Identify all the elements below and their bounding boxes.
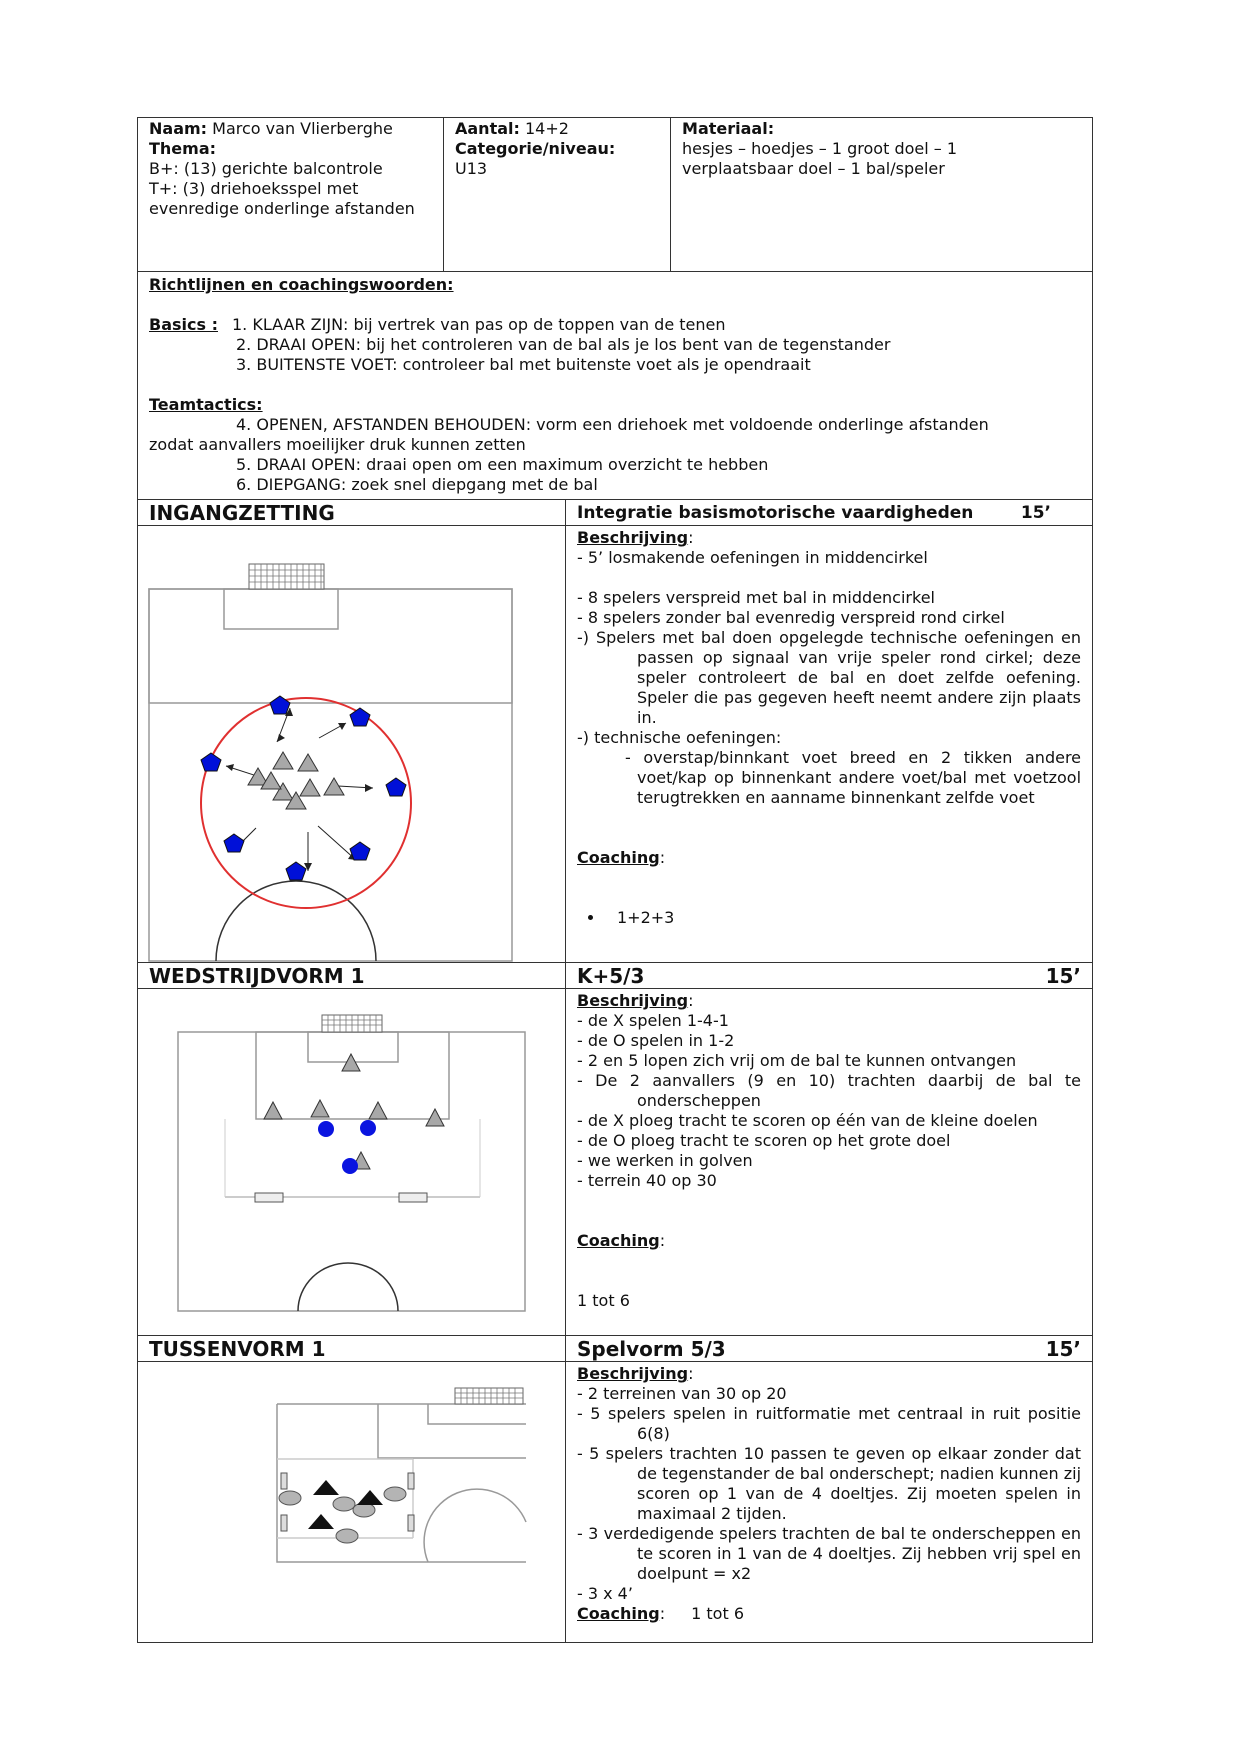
penalty-area	[378, 1404, 526, 1458]
goal-net	[455, 1388, 523, 1404]
attacking-players	[279, 1487, 406, 1543]
thema-line: T+: (3) driehoeksspel met	[149, 179, 359, 198]
penalty-area	[149, 589, 512, 703]
desc-line: - 2 en 5 lopen zich vrij om de bal te kunnen ontvangen	[577, 1051, 1017, 1070]
beschrijving-label: Beschrijving	[577, 991, 689, 1010]
section-subtitle-cell	[566, 500, 1093, 526]
desc-line: -) technische oefeningen:	[577, 728, 782, 747]
basics-item: 3. BUITENSTE VOET: controleer bal met buitenste voet als je opendraait	[236, 355, 811, 374]
beschrijving-label: Beschrijving	[577, 1364, 689, 1383]
wedstrijdvorm-diagram-cell	[138, 989, 566, 1336]
pass-arrows	[226, 708, 373, 871]
goal-net	[249, 564, 324, 589]
categorie-value: U13	[455, 159, 488, 178]
section-time: 15’	[1045, 1337, 1082, 1361]
aantal-value: 14+2	[525, 119, 569, 138]
aantal-cell	[444, 118, 671, 272]
coaching-label: Coaching	[577, 848, 660, 867]
tactics-item: 6. DIEPGANG: zoek snel diepgang met de bal	[236, 475, 598, 494]
section-subtitle: K+5/3	[577, 964, 645, 988]
center-arc	[298, 1263, 398, 1311]
coaching-value: • 1+2+3	[605, 908, 1081, 928]
arrow-heads	[226, 708, 373, 871]
tussenvorm-desc-cell: Beschrijving: - 2 terreinen van 30 op 20 - 5 spelers spelen in ruitformatie met centraal in ruit positie 6(8) - 5 spelers trachten 10 passen te geven op elkaar zonder dat de tegenstander de bal onderschept; nadien kunnen zij scoren op 1 van de 4 doeltjes. Zij moeten spelen in maximaal 2 tijden. - 3 verdedigende spelers trachten de bal te onderscheppen en te scoren in 1 van de 4 doeltjes. Zij hebben vrij spel en doelpunt = x2 - 3 x 4’ Coaching: 1 tot 6	[566, 1362, 1093, 1643]
desc-line: - 8 spelers verspreid met bal in middencirkel	[577, 588, 935, 607]
ingangzetting-diagram	[138, 526, 565, 962]
coaching-label: Coaching	[577, 1231, 660, 1250]
tussenvorm-diagram-cell	[138, 1362, 566, 1643]
tactics-item: 5. DRAAI OPEN: draai open om een maximum overzicht te hebben	[236, 455, 769, 474]
section-title: WEDSTRIJDVORM 1	[138, 963, 566, 989]
desc-line: - overstap/binnkant voet breed en 2 tikken andere voet/kap op binnenkant andere voet/bal met voetzool terugtrekken en aanname binnenkant zelfde voet	[625, 748, 1082, 807]
goal-area	[224, 589, 338, 629]
tactics-item-cont: zodat aanvallers moeilijker druk kunnen zetten	[149, 435, 526, 454]
materiaal-line: verplaatsbaar doel – 1 bal/speler	[682, 159, 945, 178]
tussenvorm-diagram	[138, 1362, 565, 1642]
materiaal-line: hesjes – hoedjes – 1 groot doel – 1	[682, 139, 958, 158]
center-arc	[216, 881, 376, 961]
naam-label: Naam:	[149, 119, 208, 138]
desc-line: - 8 spelers zonder bal evenredig verspreid rond cirkel	[577, 608, 1005, 627]
penalty-area	[256, 1032, 449, 1119]
desc-line: - 5 spelers trachten 10 passen te geven op elkaar zonder dat de tegenstander de bal onderschept; nadien kunnen zij scoren op 1 van de 4 doeltjes. Zij moeten spelen in maximaal 2 tijden.	[577, 1444, 1082, 1523]
section-subtitle: Integratie basismotorische vaardigheden	[577, 503, 974, 523]
richtlijnen-cell	[138, 272, 1093, 500]
thema-line: B+: (13) gerichte balcontrole	[149, 159, 383, 178]
thema-line: evenredige onderlinge afstanden	[149, 199, 415, 218]
section-title: TUSSENVORM 1	[138, 1336, 566, 1362]
desc-line: - 2 terreinen van 30 op 20	[577, 1384, 787, 1403]
materiaal-cell	[671, 118, 1093, 272]
desc-line: - 3 x 4’	[577, 1584, 633, 1603]
goal-net	[322, 1015, 382, 1032]
desc-line: - terrein 40 op 30	[577, 1171, 717, 1190]
basics-item: 2. DRAAI OPEN: bij het controleren van de bal als je los bent van de tegenstander	[236, 335, 891, 354]
naam-thema-cell	[138, 118, 444, 272]
center-circle	[201, 698, 411, 908]
basics-item: 1. KLAAR ZIJN: bij vertrek van pas op de toppen van de tenen	[232, 315, 726, 334]
ingangzetting-desc-cell: Beschrijving: - 5’ losmakende oefeningen in middencirkel - 8 spelers verspreid met bal in middencirkel - 8 spelers zonder bal evenredig verspreid rond cirkel -) Spelers met bal doen opgelegde technische oefeningen en passen op signaal van vrije speler rond cirkel; deze speler controleert de bal en doet zelfde oefening. Speler die pas gegeven heeft neemt andere zijn plaats in. -) technische oefeningen: - overstap/binnkant voet breed en 2 tikken andere voet/kap op binnenkant andere voet/bal met voetzool terugtrekken en aanname binnenkant zelfde voet Coaching: • 1+2+3	[566, 526, 1093, 963]
aantal-label: Aantal:	[455, 119, 520, 138]
center-arc	[424, 1489, 526, 1562]
wedstrijdvorm-desc-cell: Beschrijving: - de X spelen 1-4-1 - de O spelen in 1-2 - 2 en 5 lopen zich vrij om de bal te kunnen ontvangen - De 2 aanvallers (9 en 10) trachten daarbij de bal te onderscheppen - de X ploeg tracht te scoren op één van de kleine doelen - de O ploeg tracht te scoren op het grote doel - we werken in golven - terrein 40 op 30 Coaching: 1 tot 6	[566, 989, 1093, 1336]
desc-line: - de O ploeg tracht te scoren op het grote doel	[577, 1131, 951, 1150]
triangle-players	[248, 752, 344, 809]
section-time: 15’	[1045, 964, 1082, 988]
training-sheet	[137, 117, 1092, 1643]
coaching-value: 1 tot 6	[691, 1604, 744, 1623]
x-players	[264, 1054, 444, 1169]
thema-label: Thema:	[149, 139, 217, 158]
naam-value: Marco van Vlierberghe	[212, 119, 393, 138]
categorie-label: Categorie/niveau:	[455, 139, 616, 158]
ingangzetting-diagram-cell	[138, 526, 566, 963]
beschrijving-label: Beschrijving	[577, 528, 689, 547]
desc-line: -) Spelers met bal doen opgelegde technische oefeningen en passen op signaal van vrije speler rond cirkel; deze speler controleert de bal en doet zelfde oefening. Speler die pas gegeven heeft neemt andere zijn plaats in.	[577, 628, 1082, 727]
materiaal-label: Materiaal:	[682, 119, 775, 138]
coaching-label: Coaching	[577, 1604, 660, 1623]
desc-line: - 3 verdedigende spelers trachten de bal te onderscheppen en te scoren in 1 van de 4 doeltjes. Zij hebben vrij spel en doelpunt = x2	[577, 1524, 1082, 1583]
basics-label: Basics :	[149, 315, 218, 334]
section-subtitle: Spelvorm 5/3	[577, 1337, 726, 1361]
wedstrijdvorm-diagram	[138, 989, 565, 1335]
desc-line: - De 2 aanvallers (9 en 10) trachten daarbij de bal te onderscheppen	[577, 1071, 1082, 1110]
goal-area	[428, 1404, 526, 1424]
desc-line: - de O spelen in 1-2	[577, 1031, 735, 1050]
section-time: 15’	[1020, 503, 1052, 523]
section-subtitle-cell	[566, 1336, 1093, 1362]
section-subtitle-cell	[566, 963, 1093, 989]
teamtactics-label: Teamtactics:	[149, 395, 263, 414]
desc-line: - we werken in golven	[577, 1151, 753, 1170]
coaching-value: 1 tot 6	[577, 1291, 630, 1310]
desc-line: - 5’ losmakende oefeningen in middencirkel	[577, 548, 928, 567]
tactics-item: 4. OPENEN, AFSTANDEN BEHOUDEN: vorm een driehoek met voldoende onderlinge afstanden	[236, 415, 989, 434]
desc-line: - de X ploeg tracht te scoren op één van de kleine doelen	[577, 1111, 1038, 1130]
richtlijnen-title: Richtlijnen en coachingswoorden:	[149, 275, 454, 294]
desc-line: - de X spelen 1-4-1	[577, 1011, 729, 1030]
section-title: INGANGZETTING	[138, 500, 566, 526]
training-table	[137, 117, 1093, 1643]
desc-line: - 5 spelers spelen in ruitformatie met centraal in ruit positie 6(8)	[577, 1404, 1082, 1443]
